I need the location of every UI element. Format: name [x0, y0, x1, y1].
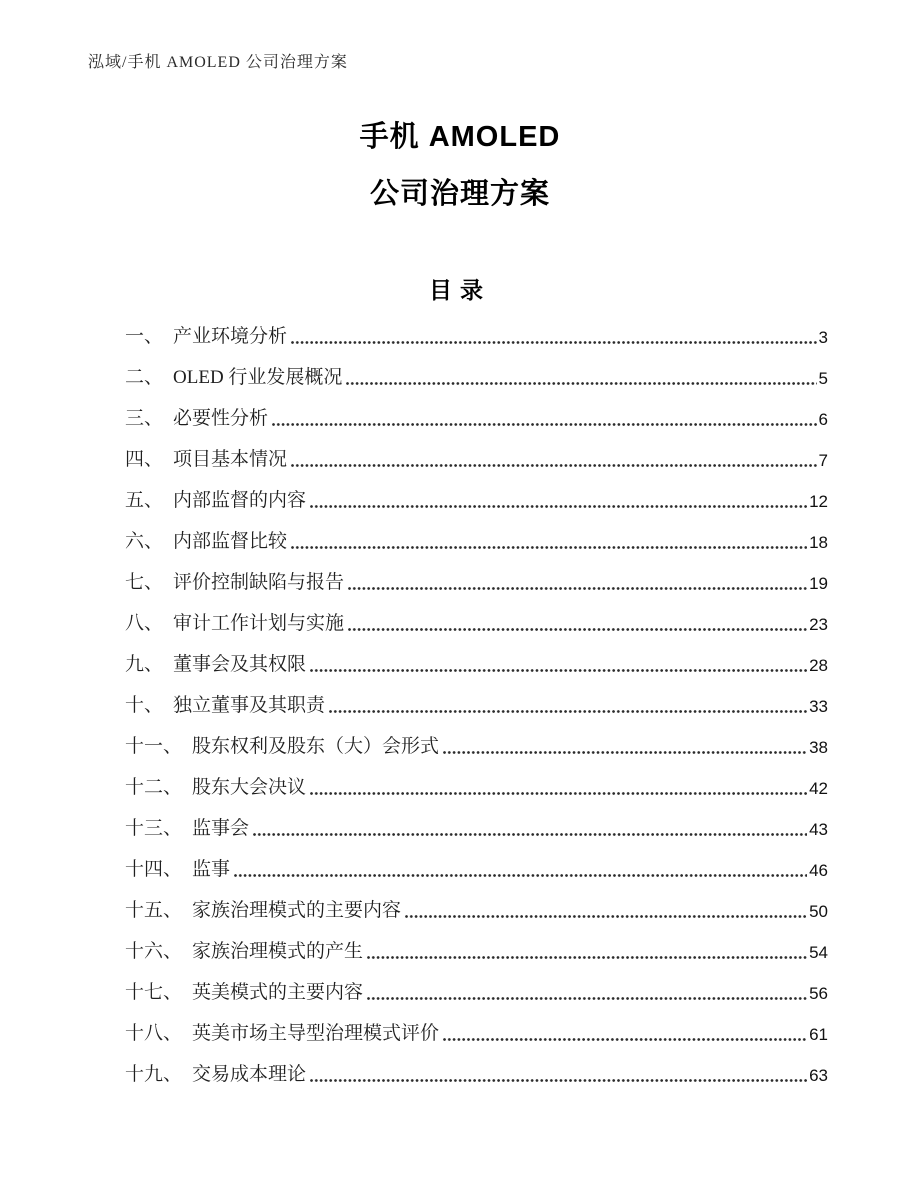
toc-page-number: 63 — [809, 1066, 828, 1085]
toc-entry[interactable] — [125, 881, 828, 922]
toc-entry[interactable] — [125, 389, 828, 430]
toc-entry-title: 内部监督的内容 — [173, 490, 307, 511]
toc-entry-title: 英美模式的主要内容 — [192, 982, 364, 1003]
toc-page-number: 3 — [818, 328, 828, 347]
toc-entry[interactable] — [125, 594, 828, 635]
toc-heading: 目录 — [429, 278, 491, 303]
toc-entry-number: 九、 — [125, 654, 164, 675]
document-header-text: 泓域/手机 AMOLED 公司治理方案 — [88, 54, 348, 71]
toc-dot-leader — [348, 587, 807, 590]
toc-page-number: 46 — [809, 861, 828, 880]
toc-dot-leader — [310, 792, 807, 795]
toc-entry[interactable] — [125, 963, 828, 1004]
toc-entry[interactable] — [125, 348, 828, 389]
toc-entry-number: 八、 — [125, 613, 164, 634]
toc-page-number: 12 — [809, 492, 828, 511]
toc-entry-title: OLED 行业发展概况 — [173, 367, 343, 388]
toc-dot-leader — [310, 1079, 807, 1082]
toc-entry-title: 家族治理模式的产生 — [192, 941, 364, 962]
toc-page-number: 42 — [809, 779, 828, 798]
toc-entry-title: 产业环境分析 — [173, 326, 288, 347]
toc-page-number: 56 — [809, 984, 828, 1003]
toc-entry-number: 十、 — [125, 695, 164, 716]
toc-dot-leader — [367, 997, 807, 1000]
toc-entry-number: 五、 — [125, 490, 164, 511]
document-title-line-2: 公司治理方案 — [369, 178, 550, 210]
toc-dot-leader — [253, 833, 807, 836]
toc-entry[interactable] — [125, 430, 828, 471]
toc-entry[interactable] — [125, 635, 828, 676]
toc-entry-title: 英美市场主导型治理模式评价 — [192, 1023, 440, 1044]
toc-page-number: 19 — [809, 574, 828, 593]
toc-entry-number: 十一、 — [125, 736, 183, 757]
toc-page-number: 5 — [818, 369, 828, 388]
toc-entry[interactable] — [125, 758, 828, 799]
toc-entry-title: 股东大会决议 — [192, 777, 307, 798]
toc-entry-number: 三、 — [125, 408, 164, 429]
toc-dot-leader — [348, 628, 807, 631]
toc-entry-number: 十五、 — [125, 900, 183, 921]
toc-entry-number: 十三、 — [125, 818, 183, 839]
toc-entry-title: 评价控制缺陷与报告 — [173, 572, 345, 593]
toc-page-number: 50 — [809, 902, 828, 921]
toc-entry-number: 七、 — [125, 572, 164, 593]
table-of-contents — [125, 307, 828, 1086]
toc-dot-leader — [272, 423, 817, 426]
toc-entry[interactable] — [125, 512, 828, 553]
toc-page-number: 54 — [809, 943, 828, 962]
toc-dot-leader — [291, 341, 817, 344]
toc-page-number: 7 — [818, 451, 828, 470]
toc-dot-leader — [367, 956, 807, 959]
toc-entry-number: 十八、 — [125, 1023, 183, 1044]
toc-page-number: 61 — [809, 1025, 828, 1044]
toc-entry-number: 十七、 — [125, 982, 183, 1003]
toc-entry[interactable] — [125, 1045, 828, 1086]
toc-entry-title: 必要性分析 — [173, 408, 269, 429]
toc-entry-title: 内部监督比较 — [173, 531, 288, 552]
toc-entry[interactable] — [125, 307, 828, 348]
toc-entry-number: 六、 — [125, 531, 164, 552]
toc-entry[interactable] — [125, 717, 828, 758]
toc-entry-title: 监事 — [192, 859, 231, 880]
toc-entry-number: 二、 — [125, 367, 164, 388]
toc-page-number: 28 — [809, 656, 828, 675]
toc-entry[interactable] — [125, 922, 828, 963]
toc-page-number: 18 — [809, 533, 828, 552]
toc-entry-title: 监事会 — [192, 818, 250, 839]
toc-dot-leader — [310, 669, 807, 672]
toc-entry-number: 十二、 — [125, 777, 183, 798]
toc-dot-leader — [310, 505, 807, 508]
toc-dot-leader — [346, 382, 816, 385]
toc-dot-leader — [405, 915, 807, 918]
toc-page-number: 43 — [809, 820, 828, 839]
toc-entry-number: 十九、 — [125, 1064, 183, 1085]
toc-entry[interactable] — [125, 840, 828, 881]
toc-dot-leader — [291, 464, 817, 467]
toc-entry-number: 十六、 — [125, 941, 183, 962]
toc-entry-number: 一、 — [125, 326, 164, 347]
toc-page-number: 23 — [809, 615, 828, 634]
toc-entry[interactable] — [125, 1004, 828, 1045]
toc-entry-title: 独立董事及其职责 — [173, 695, 326, 716]
title-block — [0, 123, 920, 209]
toc-entry-title: 家族治理模式的主要内容 — [192, 900, 402, 921]
toc-page-number: 38 — [809, 738, 828, 757]
toc-entry-title: 交易成本理论 — [192, 1064, 307, 1085]
toc-entry-title: 董事会及其权限 — [173, 654, 307, 675]
toc-dot-leader — [443, 1038, 807, 1041]
toc-entry-number: 四、 — [125, 449, 164, 470]
toc-dot-leader — [291, 546, 807, 549]
document-title-line-1: 手机 AMOLED — [359, 121, 561, 153]
toc-page-number: 33 — [809, 697, 828, 716]
toc-entry[interactable] — [125, 799, 828, 840]
toc-entry-number: 十四、 — [125, 859, 183, 880]
toc-entry-title: 项目基本情况 — [173, 449, 288, 470]
toc-entry[interactable] — [125, 676, 828, 717]
toc-dot-leader — [234, 874, 807, 877]
toc-entry[interactable] — [125, 471, 828, 512]
toc-page-number: 6 — [818, 410, 828, 429]
toc-entry[interactable] — [125, 553, 828, 594]
toc-entry-title: 股东权利及股东（大）会形式 — [192, 736, 440, 757]
toc-dot-leader — [443, 751, 807, 754]
toc-entry-title: 审计工作计划与实施 — [173, 613, 345, 634]
toc-dot-leader — [329, 710, 807, 713]
